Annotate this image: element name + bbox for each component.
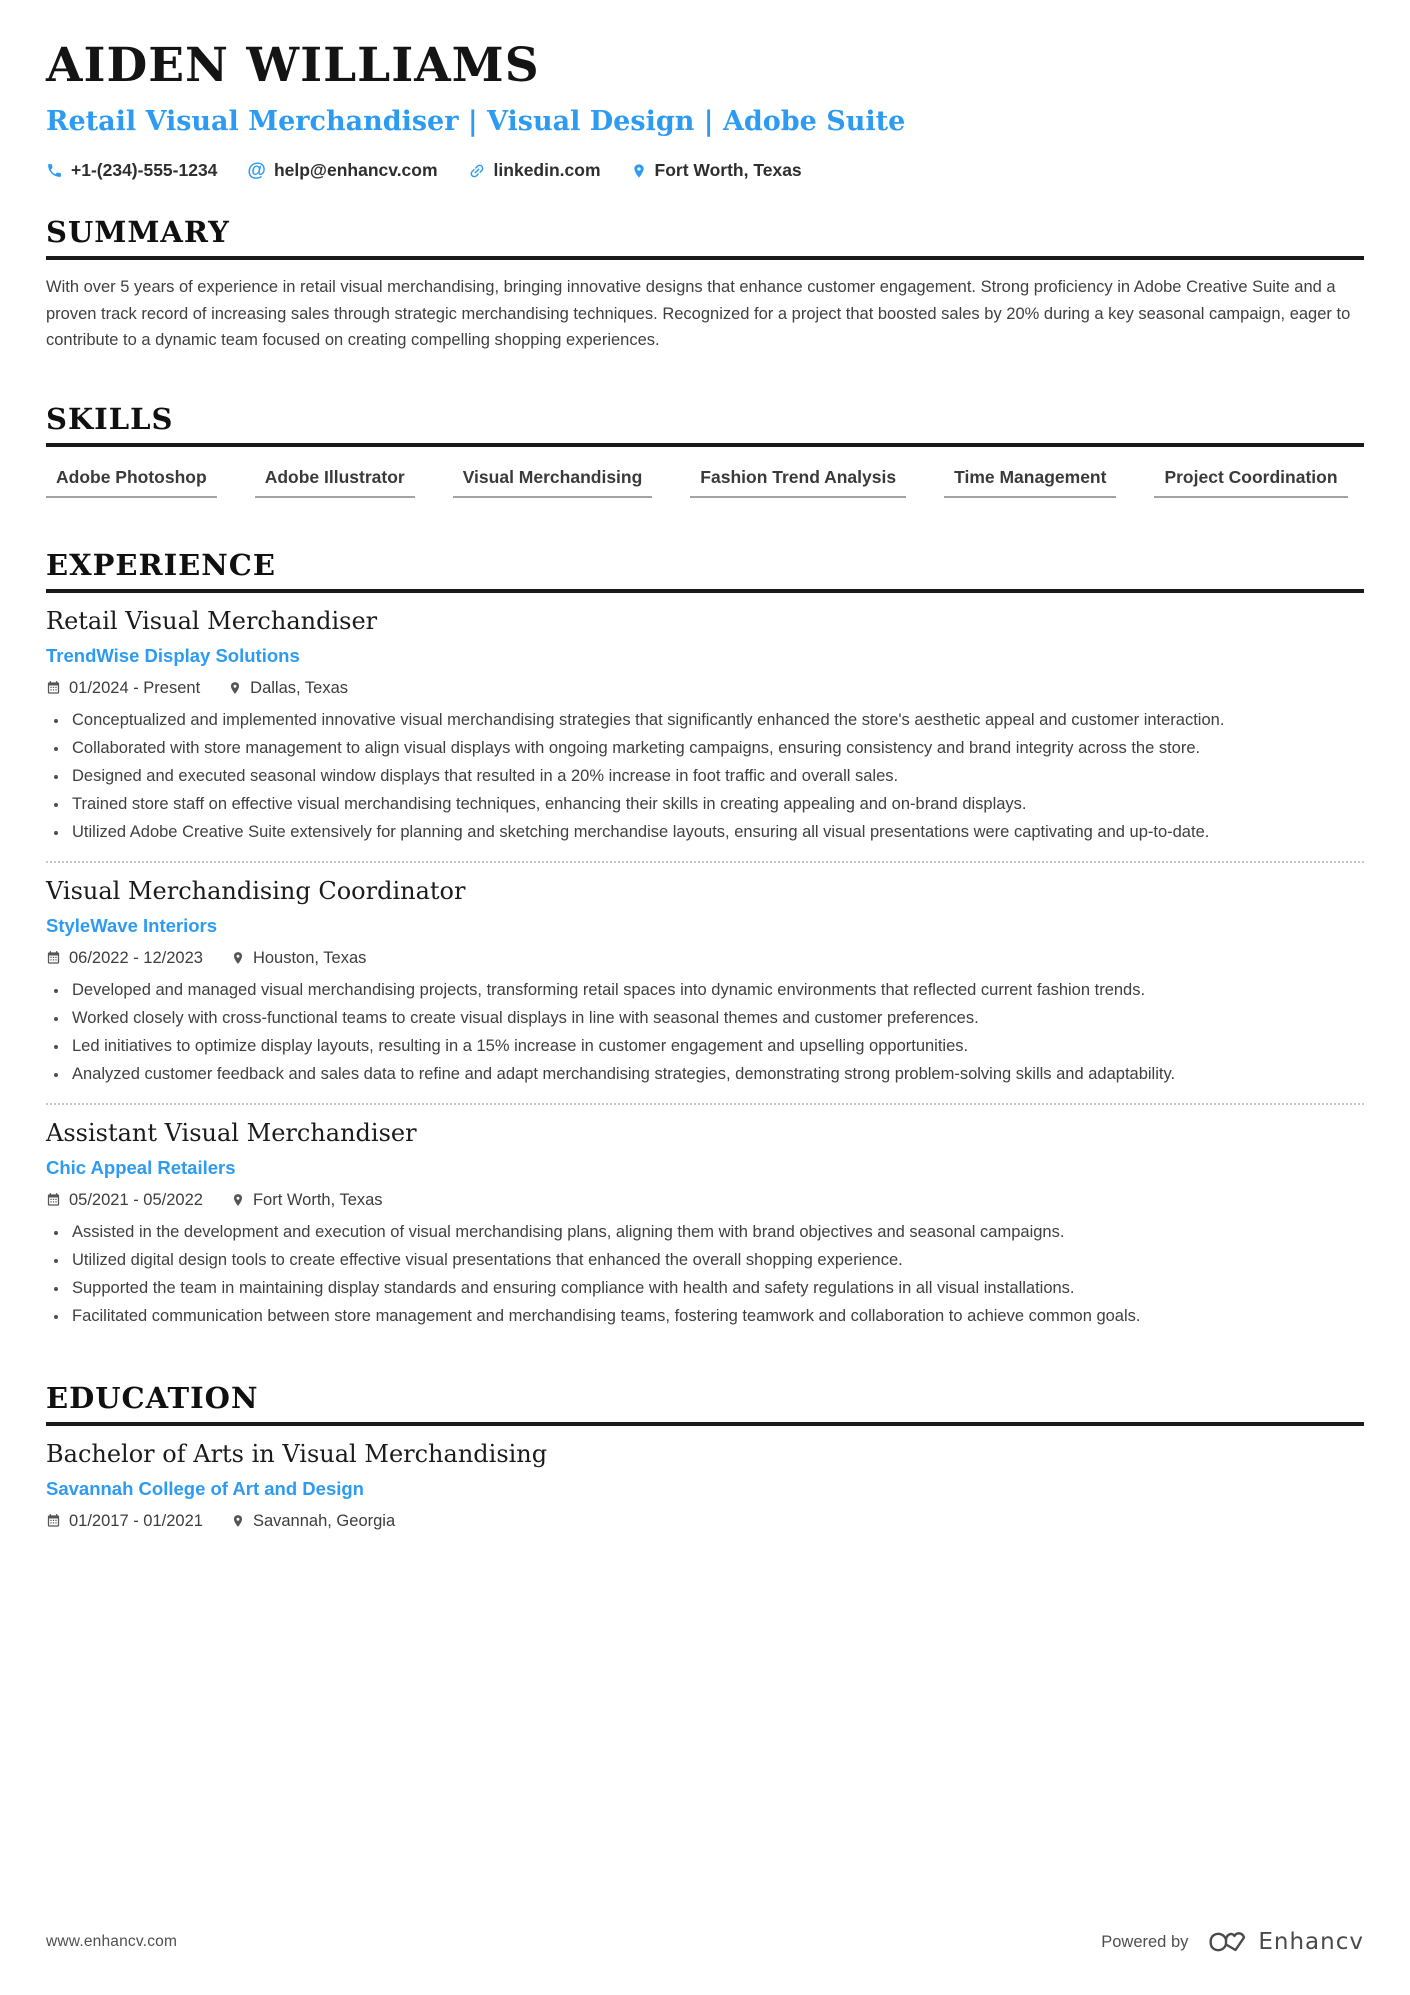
calendar-icon xyxy=(46,680,61,696)
education-dates xyxy=(46,1512,203,1531)
degree-title: Bachelor of Arts in Visual Merchandising xyxy=(46,1439,548,1468)
job-dates-text: 01/2024 - Present xyxy=(69,678,201,697)
skills-heading: SKILLS xyxy=(46,402,1364,447)
location-icon xyxy=(231,950,245,966)
job-meta-row xyxy=(46,949,1364,968)
powered-by-label: Powered by xyxy=(1101,1932,1189,1951)
job-bullet: • Facilitated communication between store management and merchandising teams, fostering teamwork and collaboration to achieve common goals. xyxy=(69,1303,1364,1329)
at-icon: @ xyxy=(247,160,266,182)
job-bullet: • Utilized Adobe Creative Suite extensively for planning and sketching merchandise layouts, ensuring all visual presentations were captivating and up-to-date. xyxy=(69,819,1364,845)
skill-item: Adobe Photoshop xyxy=(46,467,217,498)
job-dates xyxy=(46,1191,203,1210)
enhancv-logo-icon xyxy=(1202,1927,1248,1957)
job-meta-row xyxy=(46,679,1364,698)
school-name: Savannah College of Art and Design xyxy=(46,1477,364,1499)
powered-by-block xyxy=(1101,1927,1364,1957)
job-title: Retail Visual Merchandiser xyxy=(46,606,378,635)
job-location xyxy=(228,679,348,698)
summary-heading: SUMMARY xyxy=(46,215,1364,260)
job-bullets xyxy=(46,1219,1364,1329)
summary-text: With over 5 years of experience in retail visual merchandising, bringing innovative designs that enhance customer engagement. Strong proficiency in Adobe Creative Suite and a proven track record of increasing sales through strategic merchandising techniques. Recognized for a project that boosted sales by 20% during a key seasonal campaign, eager to contribute to a dynamic team focused on creating compelling shopping experiences. xyxy=(46,278,1351,350)
job-bullet: • Developed and managed visual merchandising projects, transforming retail spaces into dynamic environments that reflected current fashion trends. xyxy=(69,977,1364,1003)
contact-phone xyxy=(46,160,217,181)
phone-icon xyxy=(46,162,63,179)
link-icon xyxy=(468,162,486,180)
location-icon xyxy=(631,162,647,180)
contact-linkedin-text[interactable]: linkedin.com xyxy=(493,160,601,181)
calendar-icon xyxy=(46,1513,61,1529)
skill-item: Visual Merchandising xyxy=(453,467,653,498)
contact-location-text: Fort Worth, Texas xyxy=(654,160,802,181)
skill-item: Time Management xyxy=(944,467,1116,498)
job-bullets xyxy=(46,707,1364,845)
education-dates-text: 01/2017 - 01/2021 xyxy=(69,1511,203,1530)
job-bullet: • Trained store staff on effective visual merchandising techniques, enhancing their skills in creating appealing and on-brand displays. xyxy=(69,791,1364,817)
education-location xyxy=(231,1512,395,1531)
page-footer xyxy=(46,1927,1364,1957)
experience-entry xyxy=(46,877,1364,1087)
experience-entry xyxy=(46,1119,1364,1329)
section-skills xyxy=(46,402,1364,498)
contact-location xyxy=(631,160,802,181)
contact-email[interactable] xyxy=(247,160,437,181)
enhancv-logo[interactable] xyxy=(1202,1927,1364,1957)
education-location-text: Savannah, Georgia xyxy=(252,1511,396,1530)
contact-email-text[interactable]: help@enhancv.com xyxy=(273,160,438,181)
job-dates-text: 05/2021 - 05/2022 xyxy=(69,1190,203,1209)
job-dates xyxy=(46,679,200,698)
calendar-icon xyxy=(46,950,61,966)
job-bullet: • Analyzed customer feedback and sales data to refine and adapt merchandising strategies, demonstrating strong problem-solving skills and adaptability. xyxy=(69,1061,1364,1087)
job-location xyxy=(231,1191,383,1210)
skill-item: Fashion Trend Analysis xyxy=(690,467,906,498)
candidate-name: AIDEN WILLIAMS xyxy=(46,38,540,93)
footer-website-link[interactable]: www.enhancv.com xyxy=(46,1933,178,1950)
education-meta-row xyxy=(46,1512,1364,1531)
job-bullet: • Designed and executed seasonal window displays that resulted in a 20% increase in foot traffic and overall sales. xyxy=(69,763,1364,789)
job-company: StyleWave Interiors xyxy=(46,914,218,936)
skills-list xyxy=(46,467,1364,498)
job-divider xyxy=(46,1103,1364,1105)
section-summary xyxy=(46,215,1364,354)
job-bullet: • Conceptualized and implemented innovative visual merchandising strategies that significantly enhanced the store's aesthetic appeal and customer interaction. xyxy=(69,707,1364,733)
job-title: Visual Merchandising Coordinator xyxy=(46,876,466,905)
job-bullet: • Supported the team in maintaining display standards and ensuring compliance with health and safety regulations in all visual installations. xyxy=(69,1275,1364,1301)
job-dates xyxy=(46,949,203,968)
section-education xyxy=(46,1381,1364,1531)
contact-phone-text: +1-(234)-555-1234 xyxy=(71,160,218,181)
job-divider xyxy=(46,861,1364,863)
job-bullets xyxy=(46,977,1364,1087)
job-bullet: • Led initiatives to optimize display layouts, resulting in a 15% increase in customer engagement and upselling opportunities. xyxy=(69,1033,1364,1059)
skill-item: Adobe Illustrator xyxy=(255,467,415,498)
resume-header xyxy=(46,40,1364,181)
location-icon xyxy=(231,1513,245,1529)
contact-row xyxy=(46,160,1364,181)
candidate-headline: Retail Visual Merchandiser | Visual Design | Adobe Suite xyxy=(46,105,906,137)
job-location-text: Houston, Texas xyxy=(252,948,367,967)
location-icon xyxy=(228,680,242,696)
section-experience xyxy=(46,548,1364,1329)
job-meta-row xyxy=(46,1191,1364,1210)
job-bullet: • Collaborated with store management to align visual displays with ongoing marketing campaigns, ensuring consistency and brand integrity across the store. xyxy=(69,735,1364,761)
education-heading: EDUCATION xyxy=(46,1381,1364,1426)
calendar-icon xyxy=(46,1192,61,1208)
experience-heading: EXPERIENCE xyxy=(46,548,1364,593)
experience-entry xyxy=(46,607,1364,845)
job-bullet: • Utilized digital design tools to create effective visual presentations that enhanced the overall shopping experience. xyxy=(69,1247,1364,1273)
job-location-text: Fort Worth, Texas xyxy=(252,1190,383,1209)
job-location-text: Dallas, Texas xyxy=(250,678,348,697)
job-location xyxy=(231,949,366,968)
job-company: Chic Appeal Retailers xyxy=(46,1156,236,1178)
job-company: TrendWise Display Solutions xyxy=(46,644,300,666)
location-icon xyxy=(231,1192,245,1208)
skill-item: Project Coordination xyxy=(1154,467,1347,498)
job-bullet: • Assisted in the development and execution of visual merchandising plans, aligning them with brand objectives and seasonal campaigns. xyxy=(69,1219,1364,1245)
job-bullet: • Worked closely with cross-functional teams to create visual displays in line with seasonal themes and customer preferences. xyxy=(69,1005,1364,1031)
contact-linkedin[interactable] xyxy=(468,160,601,181)
enhancv-brand-name: Enhancv xyxy=(1258,1929,1364,1955)
job-title: Assistant Visual Merchandiser xyxy=(46,1118,417,1147)
job-dates-text: 06/2022 - 12/2023 xyxy=(69,948,203,967)
